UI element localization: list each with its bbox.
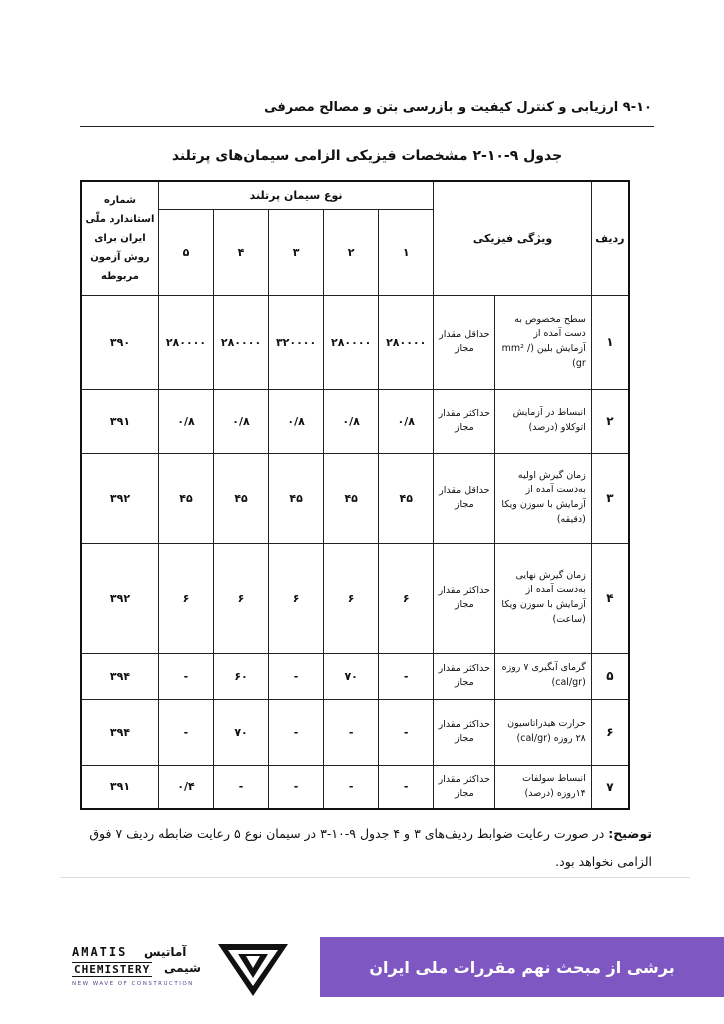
row-number: ۴: [591, 543, 629, 653]
footnote-text: در صورت رعایت ضوابط ردیف‌های ۳ و ۴ جدول ۹-۱۰-۳ در سیمان نوع ۵ رعایت ضابطه ردیف ۷ فوق الزامی نخواهد بود.: [89, 826, 652, 869]
value-cell: ۰/۸: [158, 389, 213, 453]
standard-cell: ۳۹۲: [81, 543, 158, 653]
value-cell: ۴۵: [214, 453, 269, 543]
section-header: ۹-۱۰ ارزیابی و کنترل کیفیت و بازرسی بتن و مصالح مصرفی: [264, 100, 652, 115]
value-cell: ۰/۸: [324, 389, 379, 453]
value-cell: ۶: [214, 543, 269, 653]
value-cell: ۴۵: [158, 453, 213, 543]
property-cell: سطح مخصوص به دست آمده از آزمایش بلین (mm² / gr): [495, 295, 591, 389]
property-cell: انبساط سولفات ۱۴روزه (درصد): [495, 765, 591, 809]
value-cell: ۲۸۰۰۰۰: [324, 295, 379, 389]
value-cell: ۰/۸: [269, 389, 324, 453]
cement-spec-table: [80, 180, 630, 810]
table-title: جدول ۹-۱۰-۲ مشخصات فیزیکی الزامی سیمان‌های پرتلند: [171, 148, 563, 164]
standard-cell: ۳۹۴: [81, 653, 158, 699]
limit-cell: حداکثر مقدار مجاز: [434, 765, 495, 809]
value-cell: ۲۸۰۰۰۰: [214, 295, 269, 389]
property-cell: انبساط در آزمایش اتوکلاو (درصد): [495, 389, 591, 453]
property-cell: زمان گیرش نهایی به‌دست آمده از آزمایش با سوزن ویکا (ساعت): [495, 543, 591, 653]
limit-cell: حداقل مقدار مجاز: [434, 295, 495, 389]
value-cell: ۰/۴: [158, 765, 213, 809]
header-type-3: ۳: [269, 209, 324, 295]
header-type-5: ۵: [158, 209, 213, 295]
limit-cell: حداکثر مقدار مجاز: [434, 699, 495, 765]
value-cell: ۲۸۰۰۰۰: [158, 295, 213, 389]
value-cell: ۴۵: [269, 453, 324, 543]
standard-cell: ۳۹۱: [81, 389, 158, 453]
header-type-2: ۲: [324, 209, 379, 295]
footer-divider: [60, 877, 690, 878]
value-cell: -: [379, 699, 434, 765]
value-cell: -: [269, 765, 324, 809]
limit-cell: حداقل مقدار مجاز: [434, 453, 495, 543]
value-cell: -: [379, 765, 434, 809]
standard-cell: ۳۹۰: [81, 295, 158, 389]
table-row: [81, 389, 629, 453]
value-cell: ۴۵: [324, 453, 379, 543]
value-cell: ۰/۸: [214, 389, 269, 453]
row-number: ۲: [591, 389, 629, 453]
value-cell: -: [269, 653, 324, 699]
brand-sub-en: CHEMISTERY: [74, 963, 151, 976]
limit-cell: حداکثر مقدار مجاز: [434, 543, 495, 653]
excerpt-banner: برشی از مبحث نهم مقررات ملی ایران: [320, 937, 724, 997]
header-divider: [80, 126, 654, 127]
brand-sub-fa: شیمی: [164, 961, 201, 975]
header-type-4: ۴: [214, 209, 269, 295]
value-cell: -: [324, 699, 379, 765]
footnote-label: توضیح:: [608, 826, 652, 841]
brand-logo-icon: [214, 940, 292, 998]
property-cell: حرارت هیدراتاسیون ۲۸ روزه (cal/gr): [495, 699, 591, 765]
limit-cell: حداکثر مقدار مجاز: [434, 653, 495, 699]
row-number: ۶: [591, 699, 629, 765]
standard-cell: ۳۹۱: [81, 765, 158, 809]
header-cement-type: نوع سیمان پرتلند: [158, 181, 433, 209]
standard-cell: ۳۹۲: [81, 453, 158, 543]
property-cell: گرمای آبگیری ۷ روزه (cal/gr): [495, 653, 591, 699]
value-cell: -: [379, 653, 434, 699]
value-cell: ۶: [269, 543, 324, 653]
row-number: ۳: [591, 453, 629, 543]
brand-tagline: NEW WAVE OF CONSTRUCTION: [72, 981, 194, 987]
header-standard: شماره استاندارد ملّی ایران برای روش آزمون مربوطه: [81, 181, 158, 295]
value-cell: ۴۵: [379, 453, 434, 543]
value-cell: ۲۸۰۰۰۰: [379, 295, 434, 389]
header-property: ویژگی فیزیکی: [434, 181, 592, 295]
value-cell: ۶: [158, 543, 213, 653]
table-row: [81, 653, 629, 699]
footnote: [72, 820, 652, 875]
value-cell: ۷۰: [214, 699, 269, 765]
value-cell: ۰/۸: [379, 389, 434, 453]
value-cell: ۶۰: [214, 653, 269, 699]
value-cell: -: [214, 765, 269, 809]
table-row: [81, 765, 629, 809]
value-cell: ۷۰: [324, 653, 379, 699]
value-cell: ۳۲۰۰۰۰: [269, 295, 324, 389]
value-cell: -: [158, 699, 213, 765]
table-row: [81, 295, 629, 389]
table-row: [81, 543, 629, 653]
brand-name-fa: آماتیس: [144, 945, 187, 959]
header-row-no: ردیف: [591, 181, 629, 295]
value-cell: ۶: [379, 543, 434, 653]
table-row: [81, 699, 629, 765]
limit-cell: حداکثر مقدار مجاز: [434, 389, 495, 453]
row-number: ۱: [591, 295, 629, 389]
value-cell: ۶: [324, 543, 379, 653]
table-row: [81, 453, 629, 543]
property-cell: زمان گیرش اولیه به‌دست آمده از آزمایش با سوزن ویکا (دقیقه): [495, 453, 591, 543]
value-cell: -: [324, 765, 379, 809]
value-cell: -: [158, 653, 213, 699]
row-number: ۷: [591, 765, 629, 809]
standard-cell: ۳۹۴: [81, 699, 158, 765]
value-cell: -: [269, 699, 324, 765]
header-type-1: ۱: [379, 209, 434, 295]
row-number: ۵: [591, 653, 629, 699]
brand-name-en: AMATIS: [72, 945, 128, 959]
